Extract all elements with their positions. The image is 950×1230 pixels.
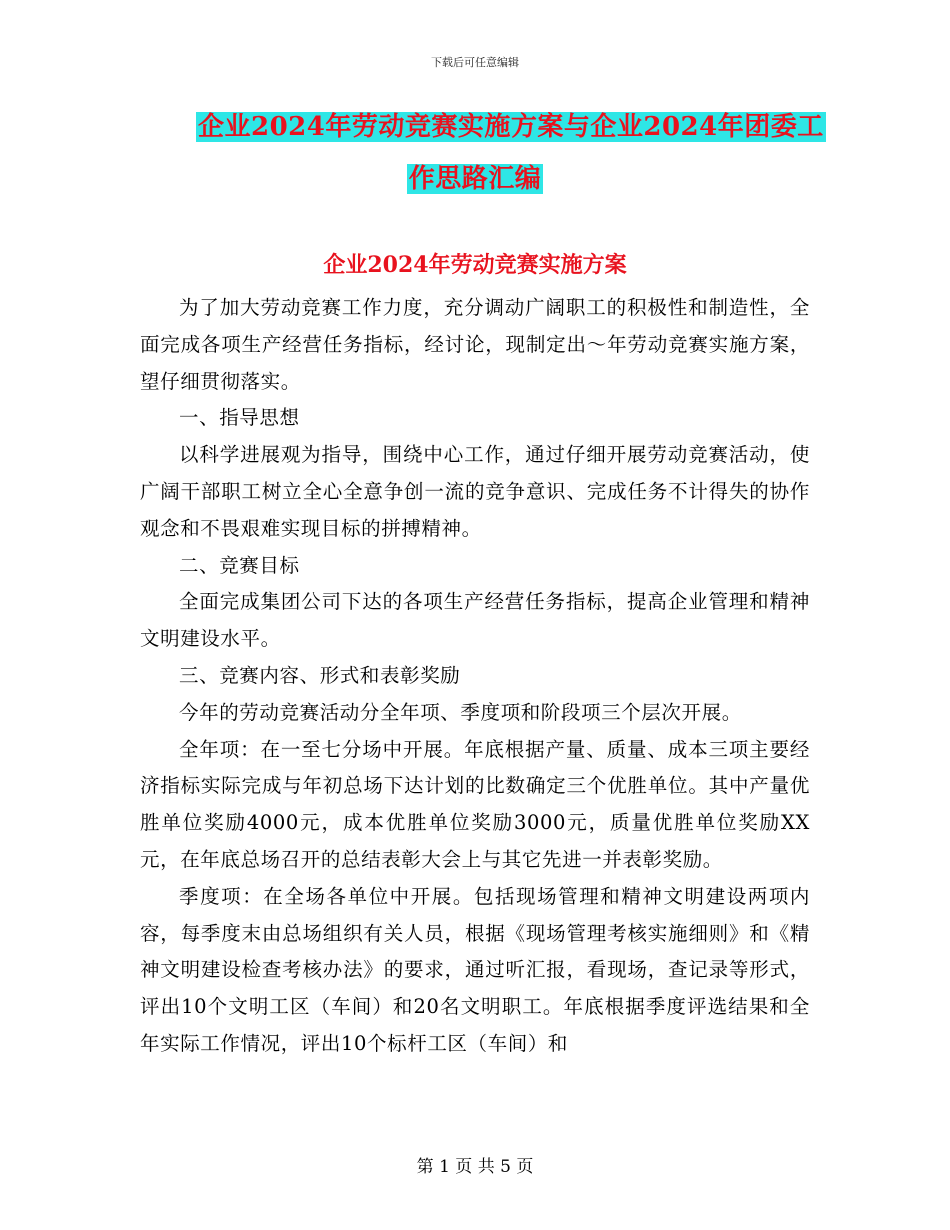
main-title [0,108,950,198]
paragraph-intro: 为了加大劳动竞赛工作力度，充分调动广阔职工的积极性和制造性，全面完成各项生产经营任务指标，经讨论，现制定出～年劳动竞赛实施方案，望仔细贯彻落实。 [140,296,810,393]
section-title: 企业2024年劳动竞赛实施方案 [323,252,627,278]
heading-competition-goals: 二、竞赛目标 [179,553,300,577]
document-body [140,290,810,1063]
heading-competition-content: 三、竞赛内容、形式和表彰奖励 [179,663,461,687]
page-footer: 第 1 页 共 5 页 [416,1157,534,1177]
paragraph-competition-goals: 全面完成集团公司下达的各项生产经营任务指标，提高企业管理和精神文明建设水平。 [140,590,810,651]
paragraph-quarterly-item: 季度项：在全场各单位中开展。包括现场管理和精神文明建设两项内容，每季度末由总场组织有关人员，根据《现场管理考核实施细则》和《精神文明建设检查考核办法》的要求，通过听汇报，看现场，查记录等形式，评出10个文明工区（车间）和20名文明职工。年底根据季度评选结果和全年实际工作情况，评出10个标杆工区（车间）和 [140,884,810,1055]
paragraph-annual-item: 全年项：在一至七分场中开展。年底根据产量、质量、成本三项主要经济指标实际完成与年初总场下达计划的比数确定三个优胜单位。其中产量优胜单位奖励4000元，成本优胜单位奖励3000元，质量优胜单位奖励XX元，在年底总场召开的总结表彰大会上与其它先进一并表彰奖励。 [140,737,810,871]
heading-guiding-ideology: 一、指导思想 [179,406,300,430]
header-note: 下载后可任意编辑 [431,56,519,69]
main-title-line-1: 企业2024年劳动竞赛实施方案与企业2024年团委工 [198,112,824,142]
paragraph-competition-levels: 今年的劳动竞赛活动分全年项、季度项和阶段项三个层次开展。 [179,700,742,724]
paragraph-guiding-ideology: 以科学进展观为指导，围绕中心工作，通过仔细开展劳动竞赛活动，使广阔干部职工树立全心全意争创一流的竞争意识、完成任务不计得失的协作观念和不畏艰难实现目标的拼搏精神。 [140,443,810,540]
main-title-line-2: 作思路汇编 [408,164,542,194]
